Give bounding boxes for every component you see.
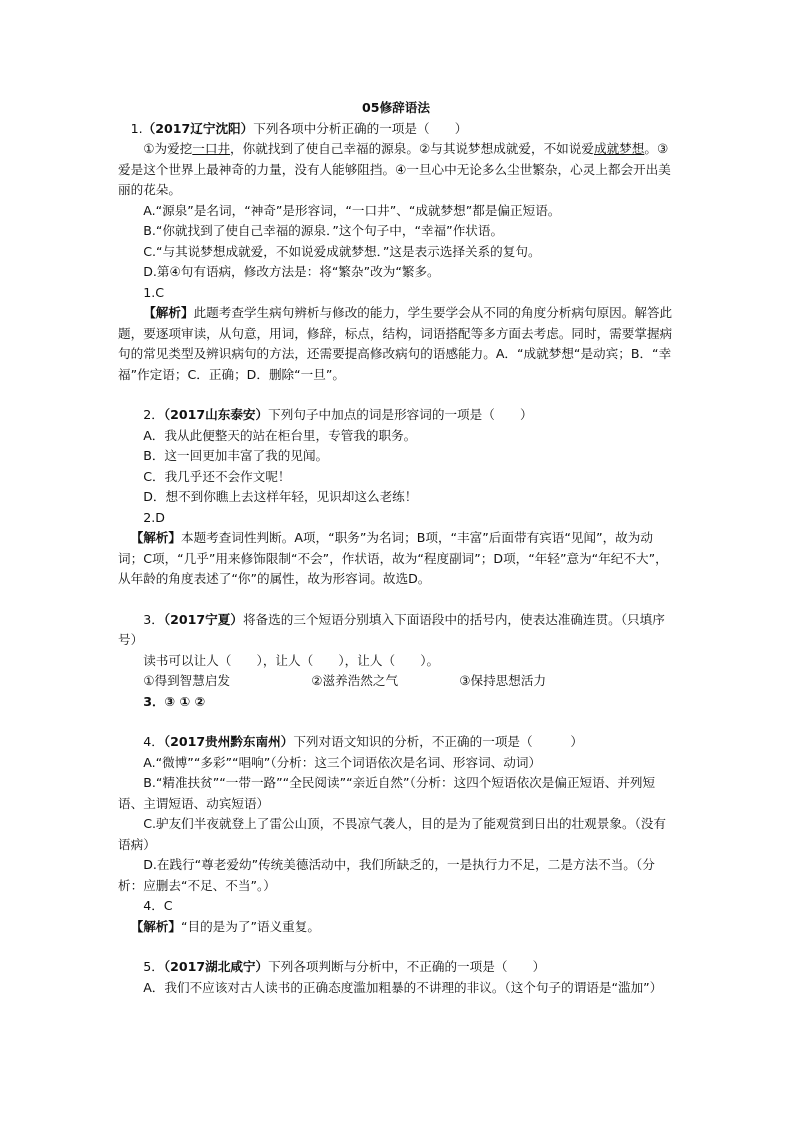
question-text: 下列句子中加点的词是形容词的一项是（ ） [268,407,533,422]
analysis [118,303,674,385]
analysis-label: 【解析】 [130,530,181,545]
option-d: D.在践行“尊老爱幼”传统美德活动中，我们所缺乏的，一是执行力不足，二是方法不当。（分析：应删去“不足、不当”。） [118,857,655,893]
question-number: 4． [143,734,164,749]
option-a: A．我们不应该对古人读书的正确态度滥加粗暴的不讲理的非议。（这个句子的谓语是“滥加”） [143,979,663,995]
choice-1: ①得到智慧启发 [143,673,231,688]
option-a: A.“源泉”是名词，“神奇”是形容词，“一口井”、“成就梦想”都是偏正短语。 [143,202,561,218]
option-c: C．我几乎还不会作文呢！ [143,468,291,484]
question-source: （2017湖北咸宁） [163,959,269,974]
analysis-text: 此题考查学生病句辨析与修改的能力，学生要学会从不同的角度分析病句原因。解答此题，要逐项审读，从句意，用词，修辞，标点，结构，词语搭配等多方面去考虑。同时，需要掌握病句的常见类型及辨识病句的方法，还需要提高修改病句的语感能力。A．“成就梦想“是动宾；B．“幸福”作定语；C．正确；D．删除“一旦”。 [118,305,673,382]
answer: 4．C [143,898,173,913]
choice-row [118,671,674,692]
choice-3: ③保持思想活力 [459,673,547,688]
question-stem [118,732,674,753]
question-source: （2017辽宁沈阳） [142,120,254,136]
question-stem [118,957,674,978]
answer: 1.C [143,284,164,300]
question-1 [118,119,674,386]
question-number: 5． [143,959,164,974]
choice-2: ②滋养浩然之气 [311,673,399,688]
analysis-text: 本题考查词性判断。A项，“职务”为名词；B项，“丰富”后面带有宾语“见闻”，故为动词；C项，“几乎”用来修饰限制“不会”，作状语，故为“程度副词”；D项，“年轻”意为“年纪不大”，从年龄的角度表述了“你”的属性，故为形容词。故选D。 [118,530,668,586]
option-a: A．我从此便整天的站在柜台里，专管我的职务。 [143,427,417,443]
question-2 [118,405,674,590]
analysis-label: 【解析】 [143,305,194,320]
option-d: D．想不到你瞧上去这样年轻，见识却这么老练！ [143,489,418,504]
option-a: A.“微博”“多彩”“唱响”（分析：这三个词语依次是名词、形容词、动词） [143,754,542,770]
option-c: C.“与其说梦想成就爱，不如说爱成就梦想．”这是表示选择关系的复句。 [143,243,541,259]
analysis-text: “目的是为了”语义重复。 [180,918,320,934]
question-source: （2017贵州黔东南州） [163,734,294,749]
question-5 [118,957,674,998]
question-4 [118,732,674,937]
question-text: 将备选的三个短语分别填入下面语段中的括号内，使表达准确连贯。（只填序号） [118,611,665,647]
question-number: 2． [143,407,164,422]
question-passage: ①为爱挖一口井，你就找到了使自己幸福的源泉。②与其说梦想成就爱，不如说爱成就梦想。③爱是这个世界上最神奇的力量，没有人能够阻挡。④一旦心中无论多么尘世繁杂，心灵上都会开出美丽的花朵。 [118,141,671,197]
analysis [118,917,674,938]
question-stem [118,405,674,426]
page-title: 05修辞语法 [362,100,430,115]
analysis-label: 【解析】 [130,918,181,934]
option-c: C.驴友们半夜就登上了雷公山顶，不畏凉气袭人，目的是为了能观赏到日出的壮观景象。（没有语病） [118,816,667,852]
answer: 3．③ ① ② [143,693,206,709]
question-text: 下列各项判断与分析中，不正确的一项是（ ） [268,959,546,974]
question-number: 1. [130,120,143,136]
analysis [118,528,674,590]
option-b: B.“精准扶贫”“一带一路”“全民阅读”“亲近自然”（分析：这四个短语依次是偏正短语、并列短语、主谓短语、动宾短语） [118,775,656,811]
question-stem [118,119,674,140]
option-b: B．这一回更加丰富了我的见闻。 [143,448,329,463]
question-stem [118,610,674,651]
option-d: D.第④句有语病，修改方法是：将“繁杂”改为“繁多。 [143,264,440,279]
question-3 [118,610,674,713]
document-page [118,98,674,998]
answer: 2.D [143,509,165,525]
question-text: 下列各项中分析正确的一项是（ ） [253,120,468,136]
option-b: B.“你就找到了使自己幸福的源泉．”这个句子中，“幸福”作状语。 [143,223,504,238]
underlined-phrase: 成就梦想 [593,141,645,156]
underlined-phrase: 一口井 [192,141,231,156]
question-number: 3． [143,611,164,627]
question-source: （2017宁夏） [163,611,243,627]
fill-sentence: 读书可以让人（ ），让人（ ），让人（ ）。 [143,652,440,668]
question-text: 下列对语文知识的分析，不正确的一项是（ ） [293,734,583,749]
question-source: （2017山东泰安） [163,407,269,422]
